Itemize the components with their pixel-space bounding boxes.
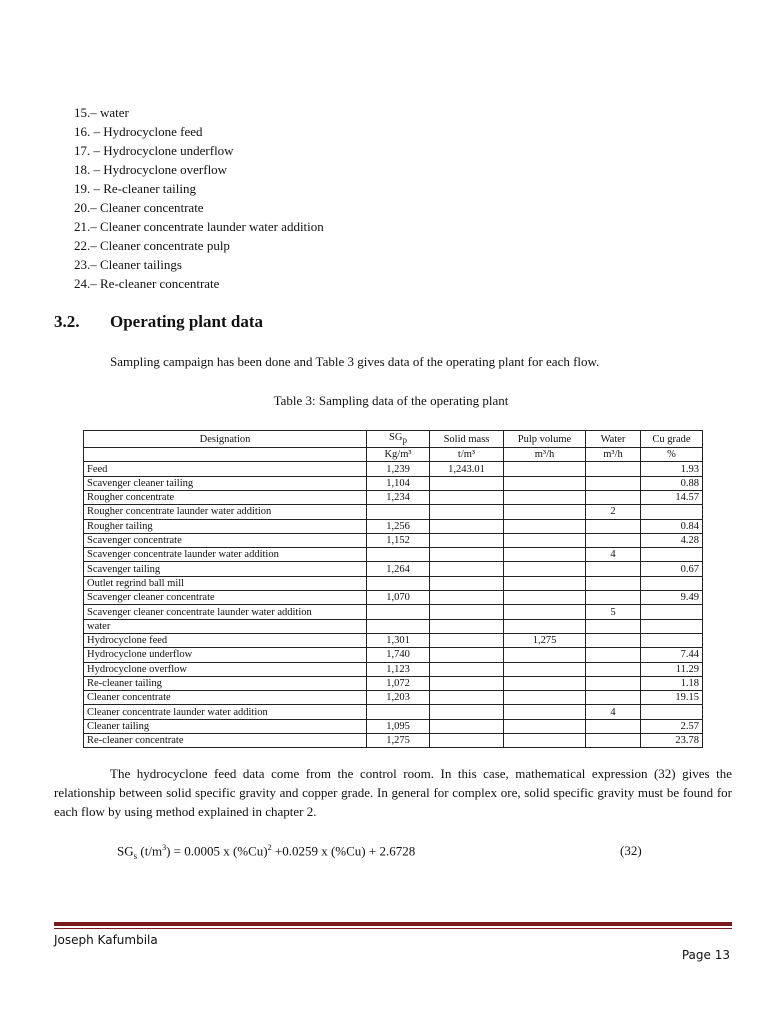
table-cell: 7.44 (641, 648, 703, 662)
table-cell: 1,072 (367, 676, 430, 690)
header-designation: Designation (84, 431, 367, 448)
table-row (84, 705, 703, 719)
table-cell (504, 662, 586, 676)
table-cell (504, 719, 586, 733)
table-cell (504, 562, 586, 576)
table-caption: Table 3: Sampling data of the operating plant (273, 393, 509, 408)
table-row (84, 633, 703, 647)
table-cell (430, 505, 504, 519)
unit-cell: % (641, 448, 703, 462)
table-cell (586, 591, 641, 605)
table-cell: 1.18 (641, 676, 703, 690)
table-cell (504, 519, 586, 533)
table-cell: 1,275 (367, 734, 430, 748)
table-cell (641, 505, 703, 519)
table-cell: Cleaner concentrate launder water addition (84, 705, 367, 719)
table-cell: Hydrocyclone feed (84, 633, 367, 647)
table-cell: Re-cleaner concentrate (84, 734, 367, 748)
table-row (84, 576, 703, 590)
table-cell: Feed (84, 462, 367, 476)
unit-cell: m³/h (504, 448, 586, 462)
table-cell (430, 633, 504, 647)
table-row (84, 605, 703, 619)
table-row (84, 691, 703, 705)
table-cell (586, 576, 641, 590)
table-cell (430, 548, 504, 562)
table-cell (586, 476, 641, 490)
table-cell (430, 691, 504, 705)
table-cell (430, 562, 504, 576)
table-cell: 9.49 (641, 591, 703, 605)
list-item: 23.– Cleaner tailings (74, 257, 182, 272)
table-row (84, 619, 703, 633)
table-cell: 5 (586, 605, 641, 619)
table-cell (430, 576, 504, 590)
table-cell (504, 734, 586, 748)
table-cell: 1,123 (367, 662, 430, 676)
table-cell (641, 605, 703, 619)
list-item: 24.– Re-cleaner concentrate (74, 276, 220, 291)
table-cell (586, 662, 641, 676)
flow-list (74, 103, 324, 293)
list-item: 18. – Hydrocyclone overflow (74, 162, 228, 177)
table-cell (430, 676, 504, 690)
table-row (84, 648, 703, 662)
table-cell (641, 576, 703, 590)
table-cell: Scavenger cleaner concentrate (84, 591, 367, 605)
table-cell (430, 705, 504, 719)
table-units-row (84, 448, 703, 462)
table-cell (504, 576, 586, 590)
table-cell (367, 576, 430, 590)
table-cell (641, 548, 703, 562)
list-item: 20.– Cleaner concentrate (74, 200, 204, 215)
unit-cell: t/m³ (430, 448, 504, 462)
table-cell: 1,239 (367, 462, 430, 476)
body-paragraph (54, 764, 732, 821)
table-cell: Hydrocyclone overflow (84, 662, 367, 676)
table-cell: 0.84 (641, 519, 703, 533)
table-cell (586, 676, 641, 690)
table-cell (504, 505, 586, 519)
table-cell: 1,264 (367, 562, 430, 576)
unit-cell: Kg/m³ (367, 448, 430, 462)
table-cell: 1.93 (641, 462, 703, 476)
equation-number: (32) (620, 843, 642, 858)
table-cell (430, 533, 504, 547)
table-cell (367, 705, 430, 719)
table-cell: 1,256 (367, 519, 430, 533)
table-cell (586, 519, 641, 533)
table-cell: Re-cleaner tailing (84, 676, 367, 690)
table-cell: 1,095 (367, 719, 430, 733)
table-row (84, 734, 703, 748)
table-cell (504, 648, 586, 662)
table-cell: 1,203 (367, 691, 430, 705)
table-row (84, 662, 703, 676)
body-paragraph-text: The hydrocyclone feed data come from the control room. In this case, mathematical expression (32) gives the relationship between solid specific gravity and copper grade. In general for complex ore, solid specific gravity must be found for each flow by using method explained in chapter 2. (54, 766, 732, 819)
table-cell (430, 591, 504, 605)
table-cell: 11.29 (641, 662, 703, 676)
table-cell: 1,301 (367, 633, 430, 647)
table-cell (586, 719, 641, 733)
table-cell: 4.28 (641, 533, 703, 547)
footer-author: Joseph Kafumbila (54, 933, 158, 947)
header-water: Water (586, 431, 641, 448)
table-cell: 2 (586, 505, 641, 519)
formula: $SG_s$ $(t/m^3) = 0.0005$ x $(\%Cu)^2 +0.0259$ x (%Cu) + 2.6728 (117, 843, 416, 861)
table-cell: Scavenger cleaner tailing (84, 476, 367, 490)
table-cell (504, 691, 586, 705)
table-cell (430, 476, 504, 490)
header-sg: $SG_p$ (367, 431, 430, 448)
header-cu-grade: Cu grade (641, 431, 703, 448)
table-row (84, 462, 703, 476)
table-cell (504, 605, 586, 619)
table-cell (641, 633, 703, 647)
table-cell (641, 705, 703, 719)
section-title: Operating plant data (110, 312, 264, 331)
list-item: 22.– Cleaner concentrate pulp (74, 238, 230, 253)
table-cell: 1,152 (367, 533, 430, 547)
table-cell (586, 691, 641, 705)
sampling-table (83, 430, 703, 748)
table-cell (430, 719, 504, 733)
page-number: Page 13 (681, 948, 730, 962)
table-cell (586, 633, 641, 647)
table-cell: 4 (586, 548, 641, 562)
table-cell: 1,104 (367, 476, 430, 490)
list-item: 19. – Re-cleaner tailing (74, 181, 197, 196)
list-item: 16. – Hydrocyclone feed (74, 124, 203, 139)
table-body (84, 462, 703, 748)
table-cell (586, 734, 641, 748)
table-cell (504, 533, 586, 547)
table-row (84, 490, 703, 504)
table-cell (367, 605, 430, 619)
table-cell: Rougher concentrate (84, 490, 367, 504)
table-cell: Outlet regrind ball mill (84, 576, 367, 590)
table-cell: Hydrocyclone underflow (84, 648, 367, 662)
table-cell: 23.78 (641, 734, 703, 748)
table-cell (430, 648, 504, 662)
table-cell: 4 (586, 705, 641, 719)
table-cell: 0.67 (641, 562, 703, 576)
table-cell (504, 591, 586, 605)
table-row (84, 548, 703, 562)
table-row (84, 676, 703, 690)
table-row (84, 519, 703, 533)
table-cell (504, 676, 586, 690)
table-cell (586, 619, 641, 633)
table-cell (367, 505, 430, 519)
table-cell (504, 705, 586, 719)
table-cell (430, 519, 504, 533)
table-cell (504, 619, 586, 633)
table-cell: Cleaner tailing (84, 719, 367, 733)
table-cell (367, 619, 430, 633)
list-item: 15.– water (74, 105, 129, 120)
table-row (84, 719, 703, 733)
header-pulp-volume: Pulp volume (504, 431, 586, 448)
table-cell (430, 619, 504, 633)
list-item: 17. – Hydrocyclone underflow (74, 143, 234, 158)
table-row (84, 591, 703, 605)
table-cell: 0.88 (641, 476, 703, 490)
table-cell (586, 533, 641, 547)
table-cell (586, 648, 641, 662)
table-cell: 1,275 (504, 633, 586, 647)
table-cell: Rougher concentrate launder water addition (84, 505, 367, 519)
table-cell: 1,234 (367, 490, 430, 504)
table-cell: 1,070 (367, 591, 430, 605)
table-cell: Scavenger concentrate launder water addition (84, 548, 367, 562)
table-cell: 19.15 (641, 691, 703, 705)
table-cell: Rougher tailing (84, 519, 367, 533)
footer-rule-thin (54, 928, 732, 929)
intro-paragraph: Sampling campaign has been done and Table 3 gives data of the operating plant for each flow. (110, 354, 600, 369)
unit-cell: m³/h (586, 448, 641, 462)
table-cell (430, 662, 504, 676)
table-cell (586, 490, 641, 504)
table-row (84, 533, 703, 547)
footer-rule (54, 922, 732, 926)
table-row (84, 505, 703, 519)
table-cell: Scavenger concentrate (84, 533, 367, 547)
header-solid-mass: Solid mass (430, 431, 504, 448)
table-cell: 14.57 (641, 490, 703, 504)
table-cell: 1,740 (367, 648, 430, 662)
table-cell: 1,243.01 (430, 462, 504, 476)
list-item: 21.– Cleaner concentrate launder water addition (74, 219, 324, 234)
table-cell: Scavenger cleaner concentrate launder water addition (84, 605, 367, 619)
table-cell (430, 734, 504, 748)
table-cell (504, 462, 586, 476)
table-row (84, 562, 703, 576)
unit-cell (84, 448, 367, 462)
table-cell (641, 619, 703, 633)
table-cell: Cleaner concentrate (84, 691, 367, 705)
table-cell (586, 462, 641, 476)
table-header-row (84, 431, 703, 448)
table-cell (504, 490, 586, 504)
table-cell: Scavenger tailing (84, 562, 367, 576)
table-cell (430, 605, 504, 619)
table-cell (367, 548, 430, 562)
table-cell: 2.57 (641, 719, 703, 733)
section-number: 3.2. (54, 312, 80, 331)
table-cell (504, 548, 586, 562)
table-cell (586, 562, 641, 576)
table-cell (430, 490, 504, 504)
table-row (84, 476, 703, 490)
table-cell: water (84, 619, 367, 633)
table-cell (504, 476, 586, 490)
